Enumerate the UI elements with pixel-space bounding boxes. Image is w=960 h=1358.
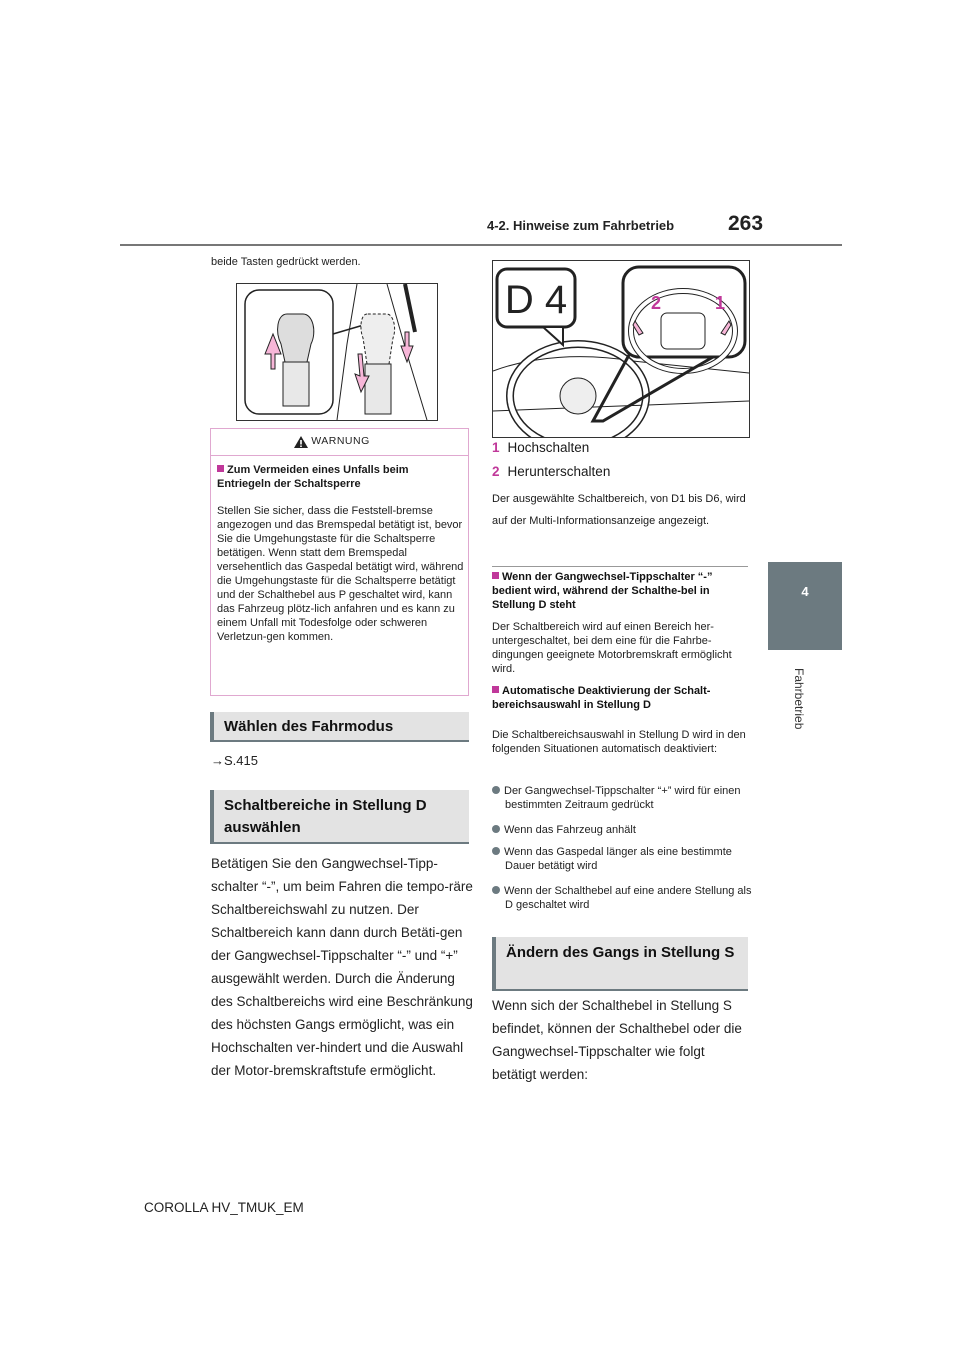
paddle-shift-illustration <box>493 261 749 437</box>
figure-label-2: 2 <box>651 293 662 313</box>
list-item-text: Wenn der Schalthebel auf eine andere Stellung als D geschaltet wird <box>504 885 752 911</box>
warning-subtitle <box>217 463 462 491</box>
bullet-icon <box>492 825 500 833</box>
square-bullet-icon <box>217 465 224 472</box>
list-item-text: Wenn das Fahrzeug anhält <box>504 824 636 836</box>
note-title-text: Wenn der Gangwechsel-Tippschalter “-” bedient wird, während der Schalthe-bel in Stellung D steht <box>492 571 713 611</box>
section-rule <box>492 566 748 567</box>
bullet-icon <box>492 847 500 855</box>
shift-lock-figure <box>236 283 438 421</box>
footer-model-code: COROLLA HV_TMUK_EM <box>144 1200 304 1215</box>
chapter-label <box>776 668 836 768</box>
warning-body: Stellen Sie sicher, dass die Feststell-bremse angezogen und das Bremspedal betätigt ist, bevor Sie die Umgehungstaste für die Schaltsperre betätigen. Wenn statt dem Bremspedal versehentlich das Gaspedal betätigt wird, während die Umgehungstaste für die Schaltsperre betätigt und der Schalthebel aus P geschaltet wird, kann das Fahrzeug plötz-lich anfahren und es kann zu einem Unfall mit Todesfolge oder schweren Verletzun-gen kommen. <box>217 505 464 643</box>
header-rule <box>120 244 842 246</box>
gear-display-text: D 4 <box>504 278 568 322</box>
note-title <box>492 684 748 712</box>
list-item <box>492 884 761 912</box>
figure-label-1: 1 <box>715 293 726 313</box>
legend-item-2 <box>492 464 610 479</box>
chapter-tab: 4 <box>768 562 842 650</box>
legend-text: Herunterschalten <box>507 464 611 479</box>
legend-number: 1 <box>492 440 500 455</box>
chapter-label-text: Fahrbetrieb <box>792 668 806 730</box>
legend-number: 2 <box>492 464 500 479</box>
note-body: Die Schaltbereichsauswahl in Stellung D wird in den folgenden Situationen automatisch deaktiviert: <box>492 729 746 755</box>
list-item <box>492 845 761 873</box>
heading-schaltbereiche: Schaltbereiche in Stellung D auswählen <box>210 790 469 842</box>
list-item-text: Wenn das Gaspedal länger als eine bestimmte Dauer betätigt wird <box>504 846 732 872</box>
heading-rule <box>492 989 748 991</box>
page-number: 263 <box>728 212 764 235</box>
bullet-icon <box>492 886 500 894</box>
note-title-text: Automatische Deaktivierung der Schalt-bereichsauswahl in Stellung D <box>492 685 711 711</box>
warning-title: WARNUNG <box>311 435 370 447</box>
warning-rule <box>211 455 468 456</box>
heading-rule <box>210 842 469 844</box>
legend-item-1 <box>492 440 589 455</box>
body-paragraph: Wenn sich der Schalthebel in Stellung S befindet, können der Schalthebel oder die Gangwechsel-Tippschalter wie folgt betätigt werden: <box>492 998 742 1082</box>
note-body: Der Schaltbereich wird auf einen Bereich her-untergeschaltet, bei dem eine für die Fahrbe-dingungen geeignete Motorbremskraft ermöglicht wird. <box>492 621 732 675</box>
list-item <box>492 823 761 837</box>
shift-lock-illustration <box>237 284 437 420</box>
list-item-text: Der Gangwechsel-Tippschalter “+” wird für einen bestimmten Zeitraum gedrückt <box>504 785 741 811</box>
section-heading: 4-2. Hinweise zum Fahrbetrieb <box>487 218 675 233</box>
page-reference-link[interactable]: →S.415 <box>211 753 258 768</box>
warning-subtitle-text: Zum Vermeiden eines Unfalls beim Entriegeln der Schaltsperre <box>217 464 409 490</box>
paddle-shift-figure <box>492 260 750 438</box>
legend-text: Hochschalten <box>507 440 590 455</box>
square-bullet-icon <box>492 686 499 693</box>
heading-rule <box>210 740 469 742</box>
heading-aendern: Ändern des Gangs in Stellung S <box>492 937 748 989</box>
bullet-icon <box>492 786 500 794</box>
note-title <box>492 570 748 612</box>
range-display-paragraph: Der ausgewählte Schaltbereich, von D1 bis D6, wird auf der Multi-Informationsanzeige angezeigt. <box>492 493 746 527</box>
warning-box <box>210 428 469 696</box>
list-item <box>492 784 761 812</box>
square-bullet-icon <box>492 572 499 579</box>
heading-fahrmodus: Wählen des Fahrmodus <box>210 712 469 740</box>
intro-text: beide Tasten gedrückt werden. <box>211 256 361 268</box>
body-paragraph: Betätigen Sie den Gangwechsel-Tipp-schalter “-”, um beim Fahren die tempo-räre Schaltbereichswahl zu nutzen. Der Schaltbereich kann dann durch Betäti-gen der Gangwechsel-Tippschalter “-” und “+” ausgewählt werden. Durch die Änderung des Schaltbereichs wird eine Beschränkung des höchsten Gangs ermöglicht, was ein Hochschalten ver-hindert und die Auswahl der Motor-bremskraftstufe ermöglicht. <box>211 856 473 1078</box>
